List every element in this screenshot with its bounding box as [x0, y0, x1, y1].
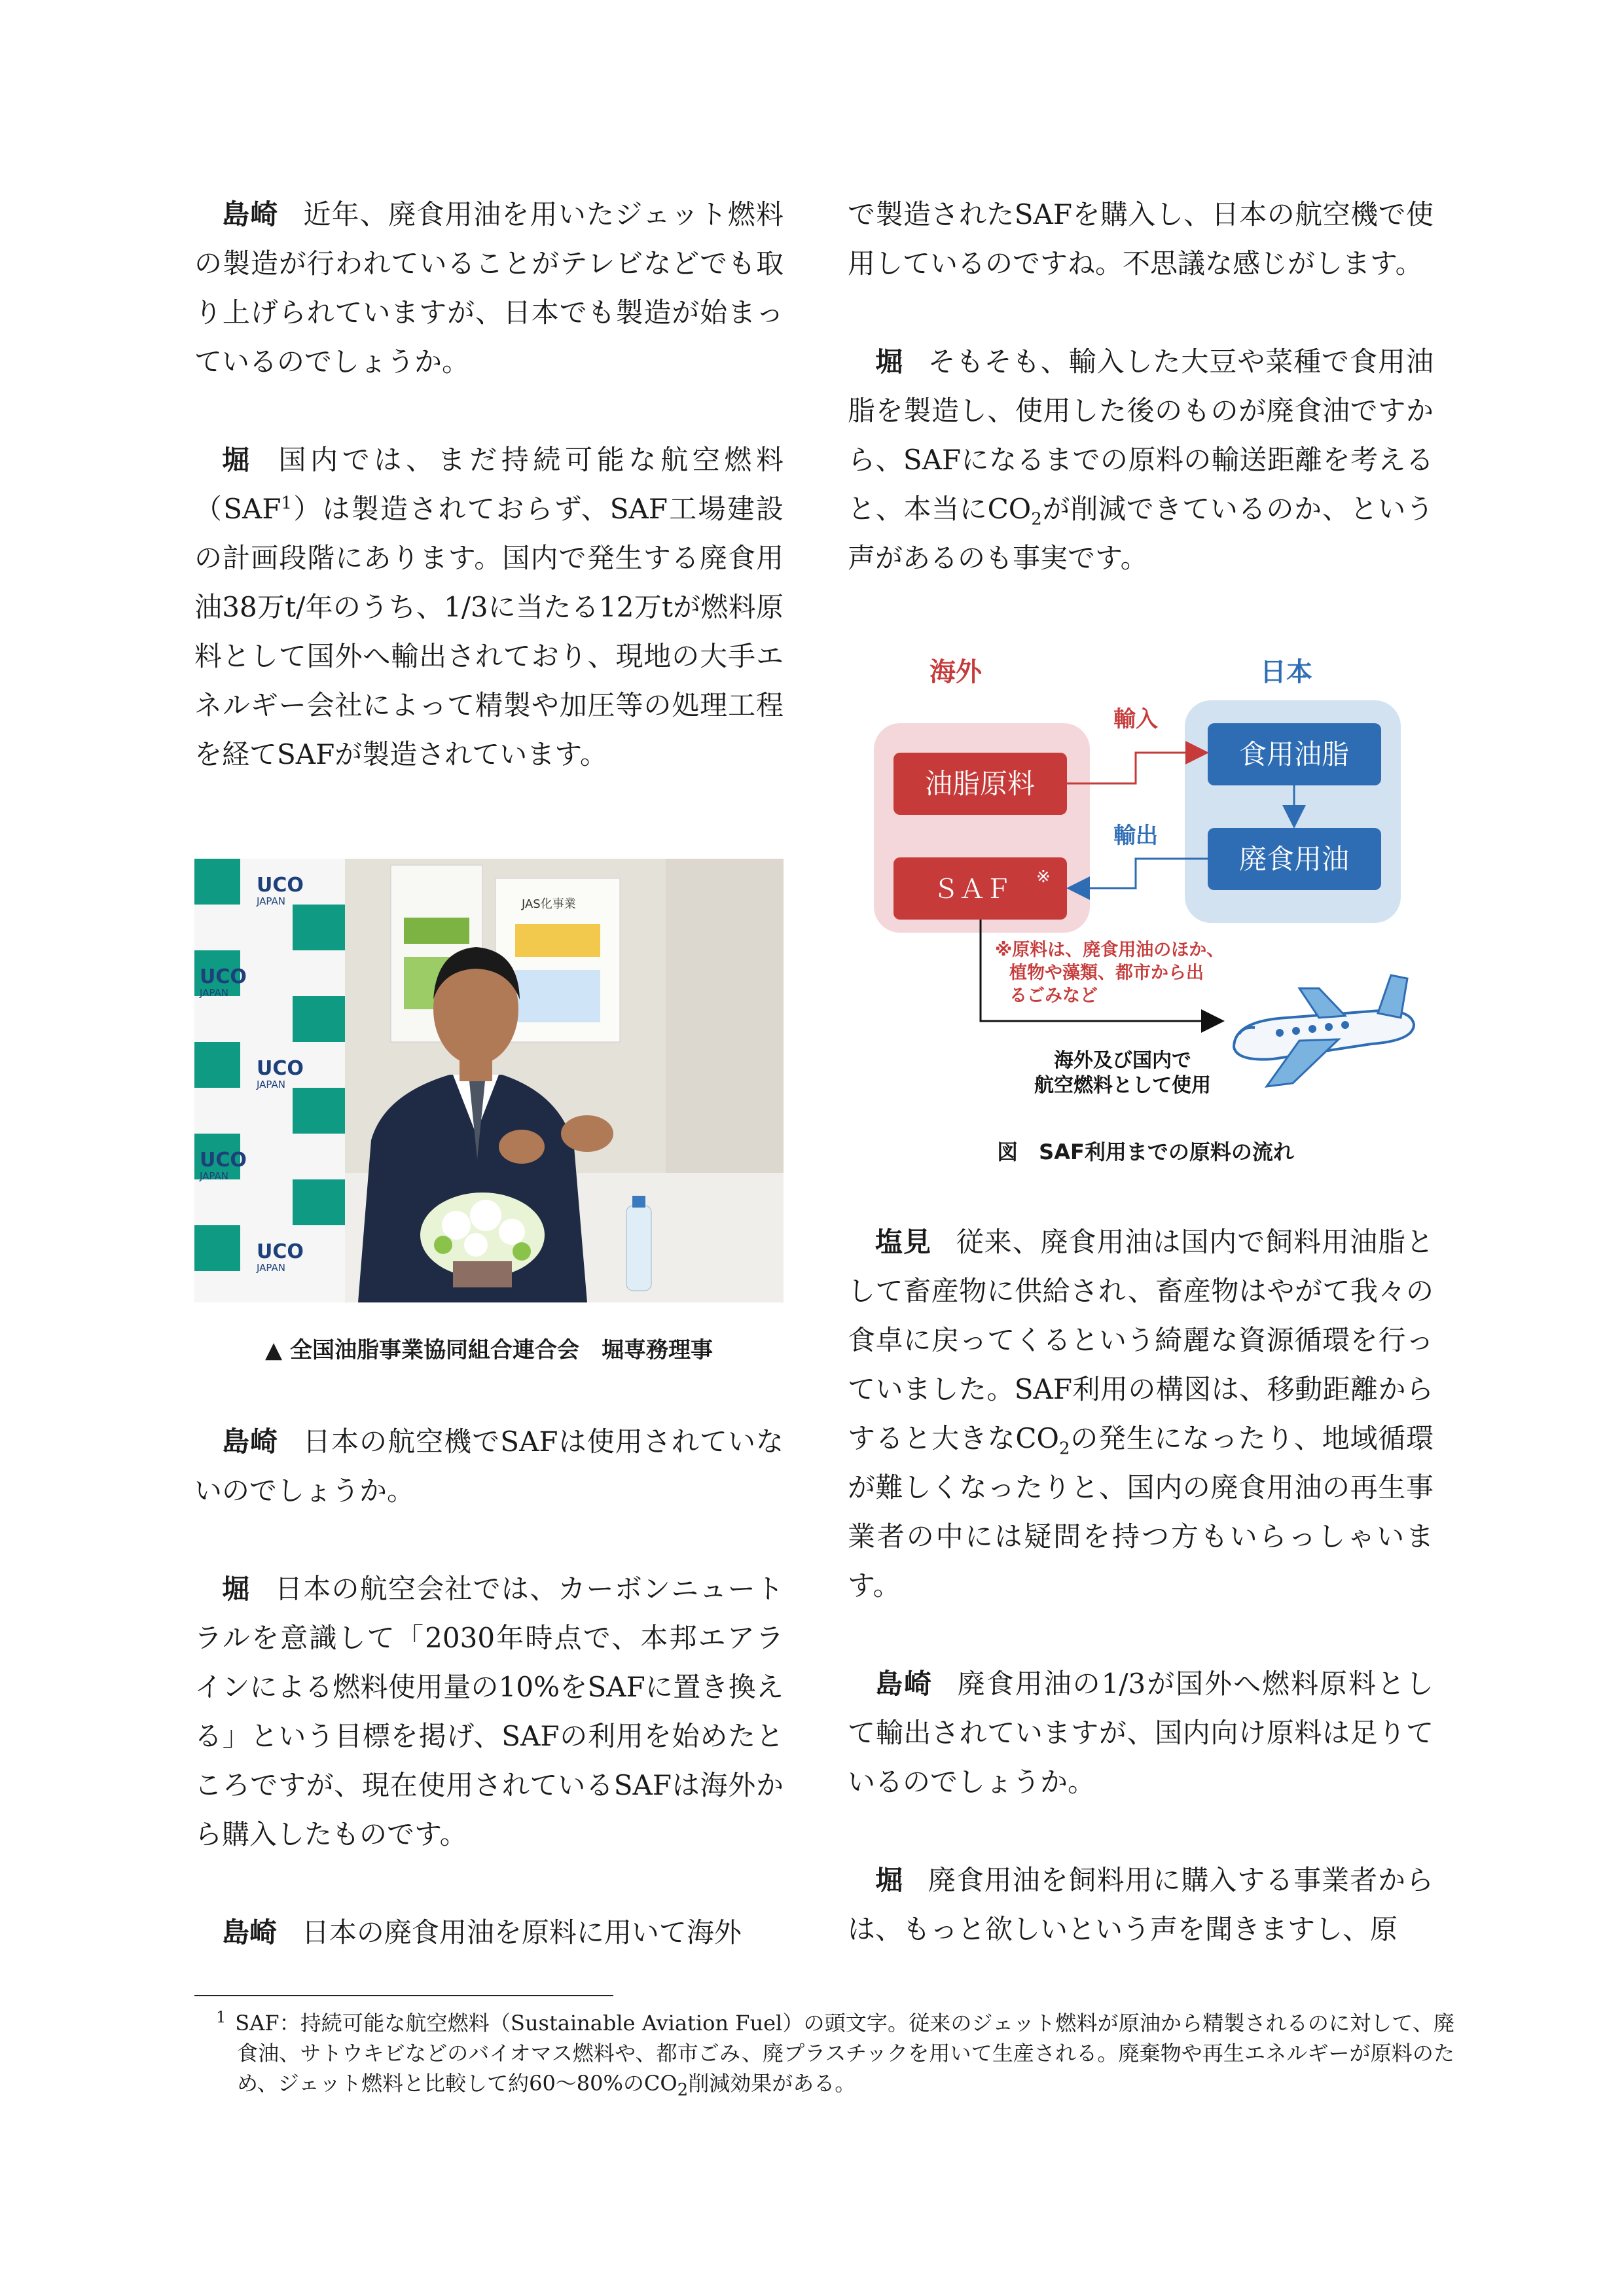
poster-title: JAS化事業 — [522, 897, 576, 911]
subscript: 2 — [1058, 1439, 1070, 1459]
uco-logo-sub: JAPAN — [257, 1262, 285, 1274]
dialogue-paragraph — [848, 1659, 1434, 1806]
right-column-continued — [848, 1217, 1434, 1954]
speaker-name: 島崎 — [222, 1426, 279, 1458]
diagram-svg — [867, 648, 1424, 1106]
dialogue-text: の発生になったり、地域循環が難しくなったりと、国内の廃食用油の再生事業者の中には疑問を持つ方もいらっしゃいます。 — [848, 1422, 1434, 1602]
saf-note-mark: ※ — [1036, 867, 1051, 887]
dialogue-paragraph — [848, 1217, 1434, 1610]
raw-material-note: 植物や藻類、都市から出 — [1009, 963, 1204, 983]
dialogue-text: そもそも、輸入した大豆や菜種で食用油脂を製造し、使用した後のものが廃食油ですから、SAFになるまでの原料の輸送距離を考えると、本当にCO — [848, 346, 1434, 525]
dialogue-paragraph — [194, 190, 784, 386]
uco-logo-sub: JAPAN — [200, 1170, 228, 1182]
interview-photo — [194, 859, 784, 1302]
speaker-name: 堀 — [222, 1573, 251, 1605]
footnote-text: 削減効果がある。 — [688, 2071, 856, 2096]
speaker-name: 堀 — [222, 444, 254, 476]
usage-label: 航空燃料として使用 — [1034, 1074, 1211, 1097]
dialogue-text: 廃食用油を飼料用に購入する事業者からは、もっと欲しいという声を聞きますし、原 — [848, 1864, 1434, 1945]
dialogue-text: 日本の航空機でSAFは使用されていないのでしょうか。 — [194, 1426, 784, 1507]
dialogue-paragraph — [848, 190, 1434, 288]
dialogue-text: で製造されたSAFを購入し、日本の航空機で使用しているのですね。不思議な感じがします。 — [848, 198, 1434, 279]
subscript: 2 — [1031, 509, 1042, 529]
speaker-name: 島崎 — [222, 1916, 278, 1948]
photo-caption: ▲ 全国油脂事業協同組合連合会 堀専務理事 — [265, 1337, 713, 1363]
uco-logo-text: UCO — [257, 1057, 304, 1080]
footnote-number: 1 — [216, 2008, 226, 2027]
dialogue-paragraph — [194, 435, 784, 779]
speaker-name: 島崎 — [875, 1668, 933, 1700]
speaker-name: 塩見 — [875, 1226, 931, 1258]
dialogue-text: ）は製造されておらず、SAF工場建設の計画段階にあります。国内で発生する廃食用油38万t/年のうち、1/3に当たる12万tが燃料原料として国外へ輸出されており、現地の大手エネルギー会社によって精製や加圧等の処理工程を経てSAFが製造されています。 — [194, 493, 784, 770]
footnote-text: SAF：持続可能な航空燃料（Sustainable Aviation Fuel）の頭文字。従来のジェット燃料が原油から精製されるのに対して、廃食油、サトウキビなどのバイオマス燃料や、都市ごみ、廃プラスチックを用いて生産される。廃棄物や再生エネルギーが原料のため、ジェット燃料と比較して約60～80%のCO — [235, 2011, 1454, 2096]
photo-illustration — [194, 859, 784, 1302]
uco-logo-text: UCO — [200, 1149, 247, 1172]
import-label: 輸入 — [1113, 706, 1158, 732]
saf-label: ＳＡＦ — [933, 874, 1011, 905]
left-column-continued — [194, 1417, 784, 1957]
waste-oil-label: 廃食用油 — [1238, 843, 1350, 875]
right-column — [848, 190, 1434, 583]
dialogue-paragraph — [194, 1417, 784, 1515]
dialogue-paragraph — [194, 1908, 784, 1957]
raw-material-note: ※原料は、廃食用油のほか、 — [995, 940, 1225, 960]
dialogue-text: が削減できているのか、という声があるのも事実です。 — [848, 493, 1434, 574]
uco-logo-text: UCO — [257, 1240, 304, 1263]
dialogue-text: 廃食用油の1/3が国外へ燃料原料として輸出されていますが、国内向け原料は足りているのでしょうか。 — [848, 1668, 1434, 1798]
dialogue-text: 日本の航空会社では、カーボンニュートラルを意識して「2030年時点で、本邦エアラインによる燃料使用量の10%をSAFに置き換える」という目標を掲げ、SAFの利用を始めたところですが、現在使用されているSAFは海外から購入したものです。 — [194, 1573, 784, 1850]
raw-material-note: るごみなど — [1009, 986, 1098, 1006]
uco-logo-text: UCO — [200, 965, 247, 988]
dialogue-paragraph — [848, 1856, 1434, 1954]
edible-oil-label: 食用油脂 — [1238, 738, 1350, 770]
dialogue-text: 日本の廃食用油を原料に用いて海外 — [301, 1916, 742, 1948]
uco-logo-sub: JAPAN — [200, 987, 228, 999]
uco-logo-text: UCO — [257, 874, 304, 897]
airplane-icon — [1234, 975, 1414, 1086]
dialogue-paragraph — [194, 1564, 784, 1859]
dialogue-paragraph — [848, 337, 1434, 583]
saf-flow-diagram — [867, 648, 1424, 1106]
japan-label: 日本 — [1260, 657, 1312, 687]
raw-material-label: 油脂原料 — [924, 768, 1036, 800]
speaker-name: 島崎 — [222, 198, 279, 230]
usage-label: 海外及び国内で — [1054, 1049, 1191, 1072]
footnote-separator — [194, 1995, 613, 1996]
left-column — [194, 190, 784, 779]
speaker-name: 堀 — [875, 346, 903, 378]
dialogue-text: 国内では、まだ持続可能な航空燃料（SAF — [194, 444, 784, 525]
overseas-label: 海外 — [929, 657, 982, 687]
footnote-reference: 1 — [281, 493, 293, 513]
export-label: 輸出 — [1113, 823, 1158, 849]
uco-logo-sub: JAPAN — [257, 895, 285, 907]
speaker-name: 堀 — [875, 1864, 903, 1896]
figure-caption: 図 SAF利用までの原料の流れ — [997, 1139, 1294, 1164]
uco-logo-sub: JAPAN — [257, 1079, 285, 1090]
dialogue-text: 従来、廃食用油は国内で飼料用油脂として畜産物に供給され、畜産物はやがて我々の食卓に戻ってくるという綺麗な資源循環を行っていました。SAF利用の構図は、移動距離からすると大きなCO — [848, 1226, 1434, 1454]
footnote — [216, 2008, 1454, 2098]
subscript: 2 — [677, 2080, 689, 2100]
dialogue-text: 近年、廃食用油を用いたジェット燃料の製造が行われていることがテレビなどでも取り上げられていますが、日本でも製造が始まっているのでしょうか。 — [194, 198, 784, 378]
